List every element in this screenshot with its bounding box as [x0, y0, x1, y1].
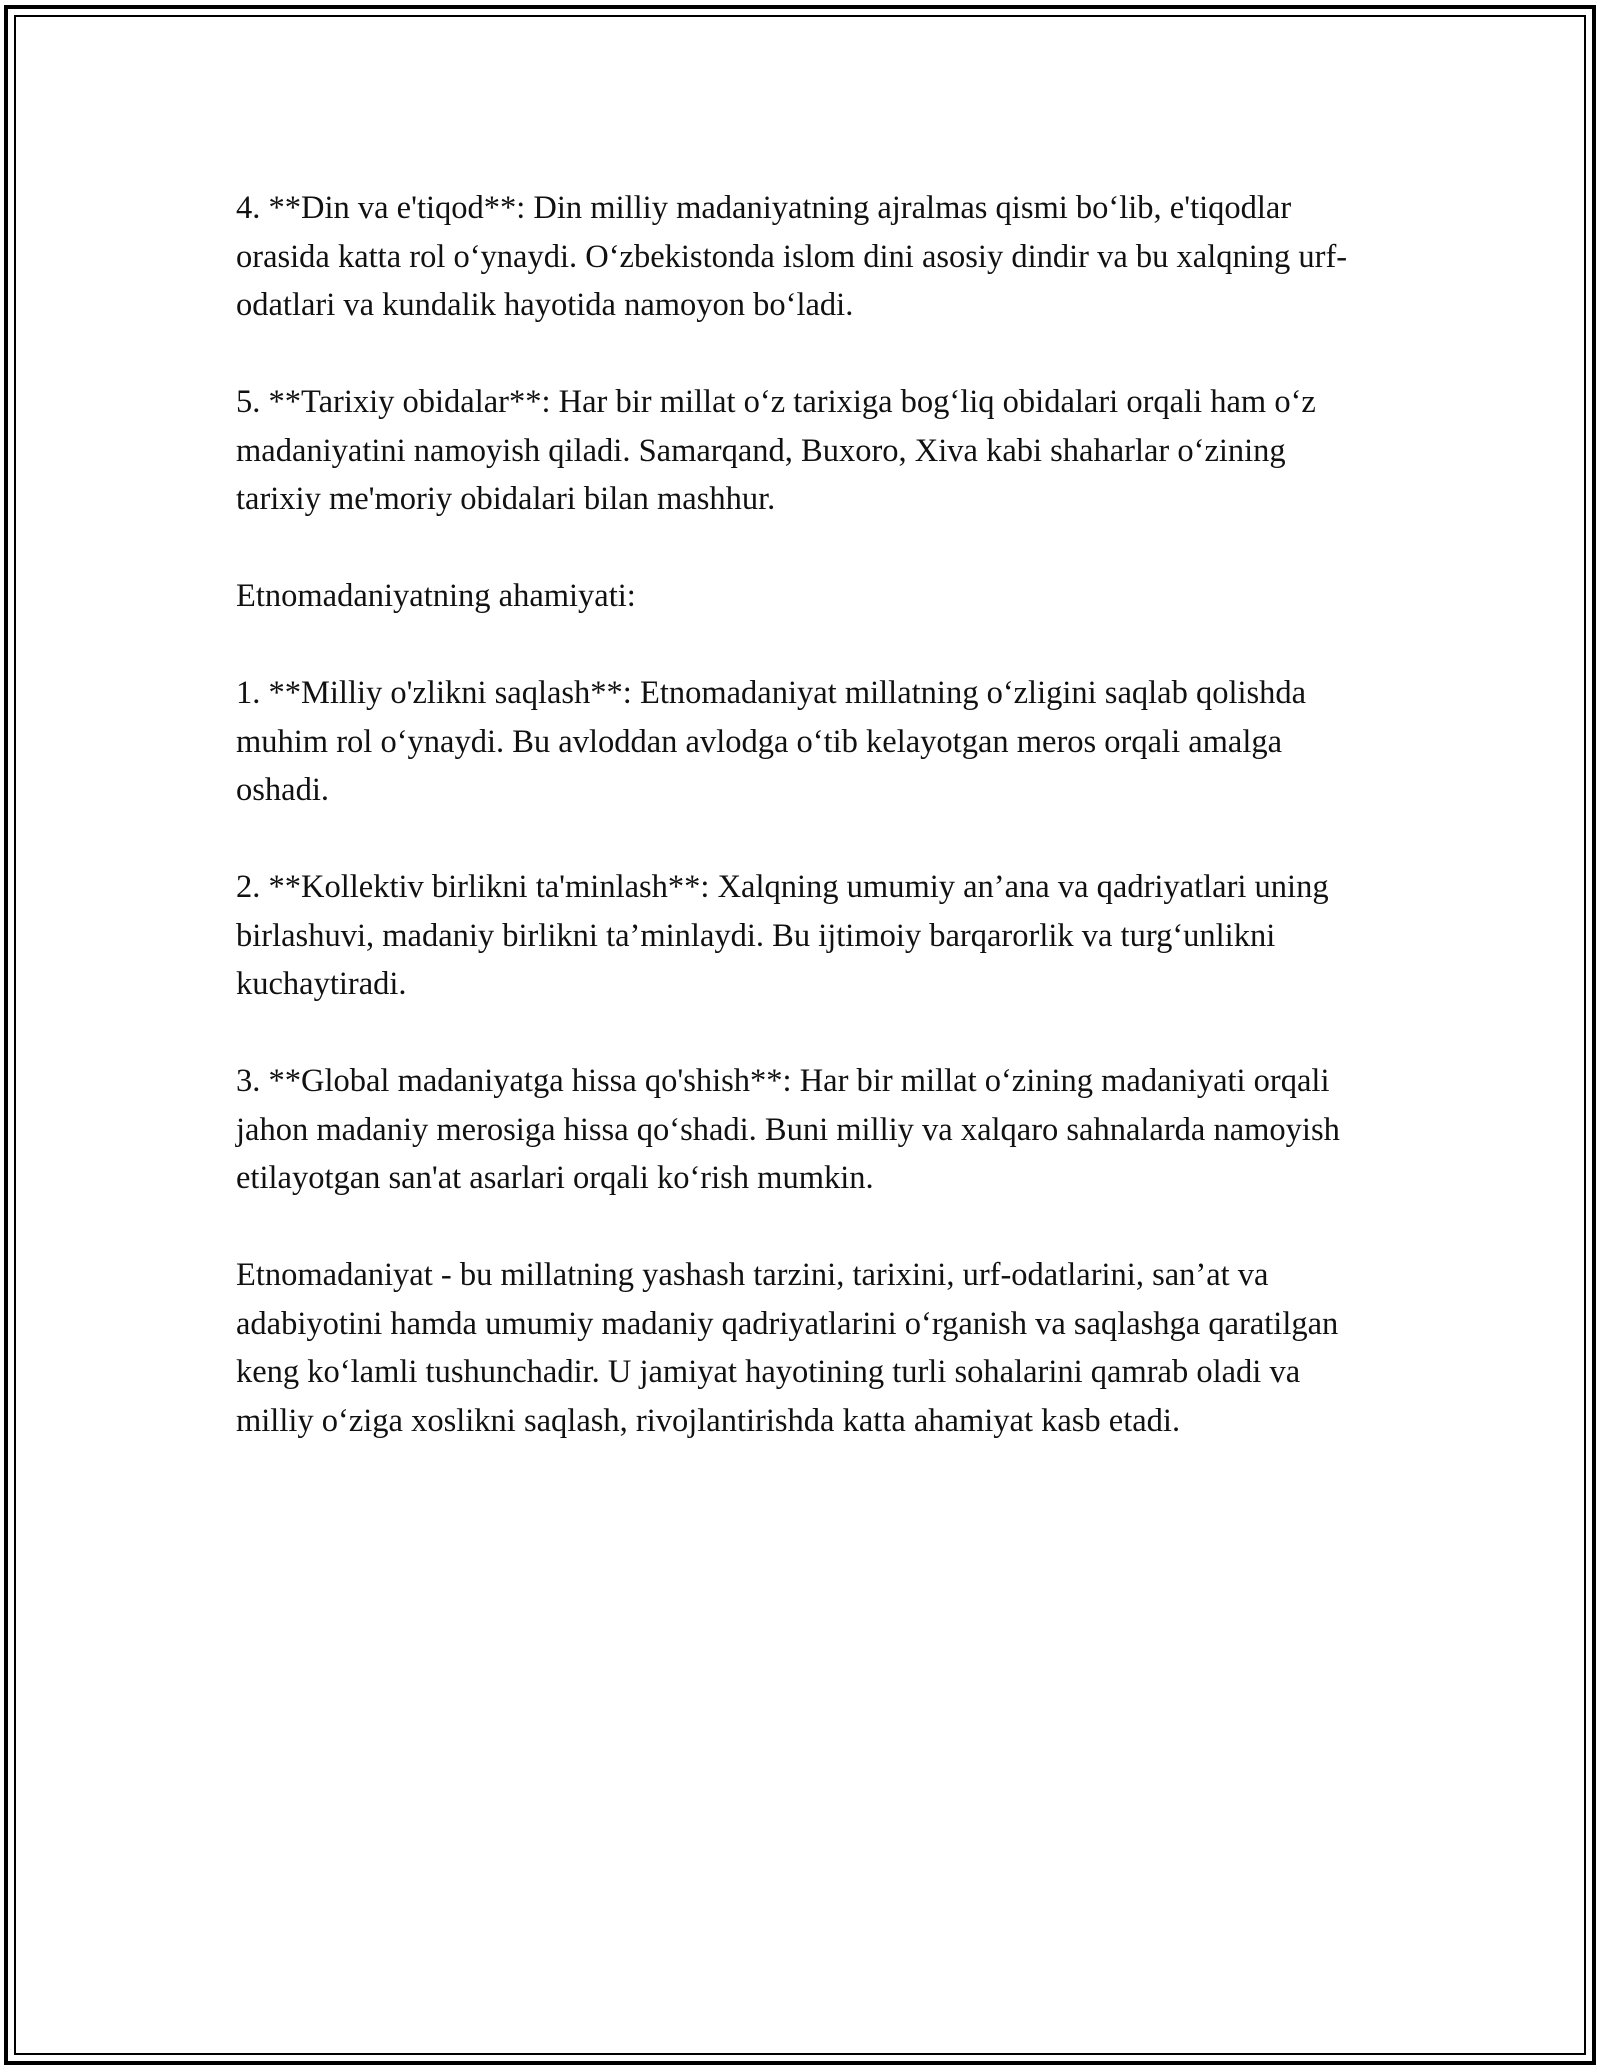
paragraph-milliy-ozlik: 1. **Milliy o'zlikni saqlash**: Etnomadaniyat millatning o‘zligini saqlab qolishda muhim rol o‘ynaydi. Bu avloddan avlodga o‘tib kelayotgan meros orqali amalga oshadi. — [236, 675, 1307, 808]
document-body — [236, 184, 1366, 1494]
paragraph-etnomadaniyat-summary: Etnomadaniyat - bu millatning yashash tarzini, tarixini, urf-odatlarini, san’at va adabiyotini hamda umumiy madaniy qadriyatlarini o‘rganish va saqlashga qaratilgan keng ko‘lamli tushunchadir. U jamiyat hayotining turli sohalarini qamrab oladi va milliy o‘ziga xoslikni saqlash, rivojlantirishda katta ahamiyat kasb etadi. — [236, 1257, 1339, 1439]
section-heading-ahamiyati: Etnomadaniyatning ahamiyati: — [236, 578, 636, 614]
paragraph-kollektiv-birlik: 2. **Kollektiv birlikni ta'minlash**: Xalqning umumiy an’ana va qadriyatlari uning birlashuvi, madaniy birlikni ta’minlaydi. Bu ijtimoiy barqarorlik va turg‘unlikni kuchaytiradi. — [236, 869, 1329, 1002]
paragraph-global-madaniyat: 3. **Global madaniyatga hissa qo'shish**: Har bir millat o‘zining madaniyati orqali jahon madaniy merosiga hissa qo‘shadi. Buni milliy va xalqaro sahnalarda namoyish etilayotgan san'at asarlari orqali ko‘rish mumkin. — [236, 1063, 1340, 1196]
paragraph-din-va-etiqod: 4. **Din va e'tiqod**: Din milliy madaniyatning ajralmas qismi bo‘lib, e'tiqodlar orasida katta rol o‘ynaydi. O‘zbekistonda islom dini asosiy dindir va bu xalqning urf-odatlari va kundalik hayotida namoyon bo‘ladi. — [236, 190, 1348, 323]
paragraph-tarixiy-obidalar: 5. **Tarixiy obidalar**: Har bir millat o‘z tarixiga bog‘liq obidalari orqali ham o‘z madaniyatini namoyish qiladi. Samarqand, Buxoro, Xiva kabi shaharlar o‘zining tarixiy me'moriy obidalari bilan mashhur. — [236, 384, 1316, 517]
